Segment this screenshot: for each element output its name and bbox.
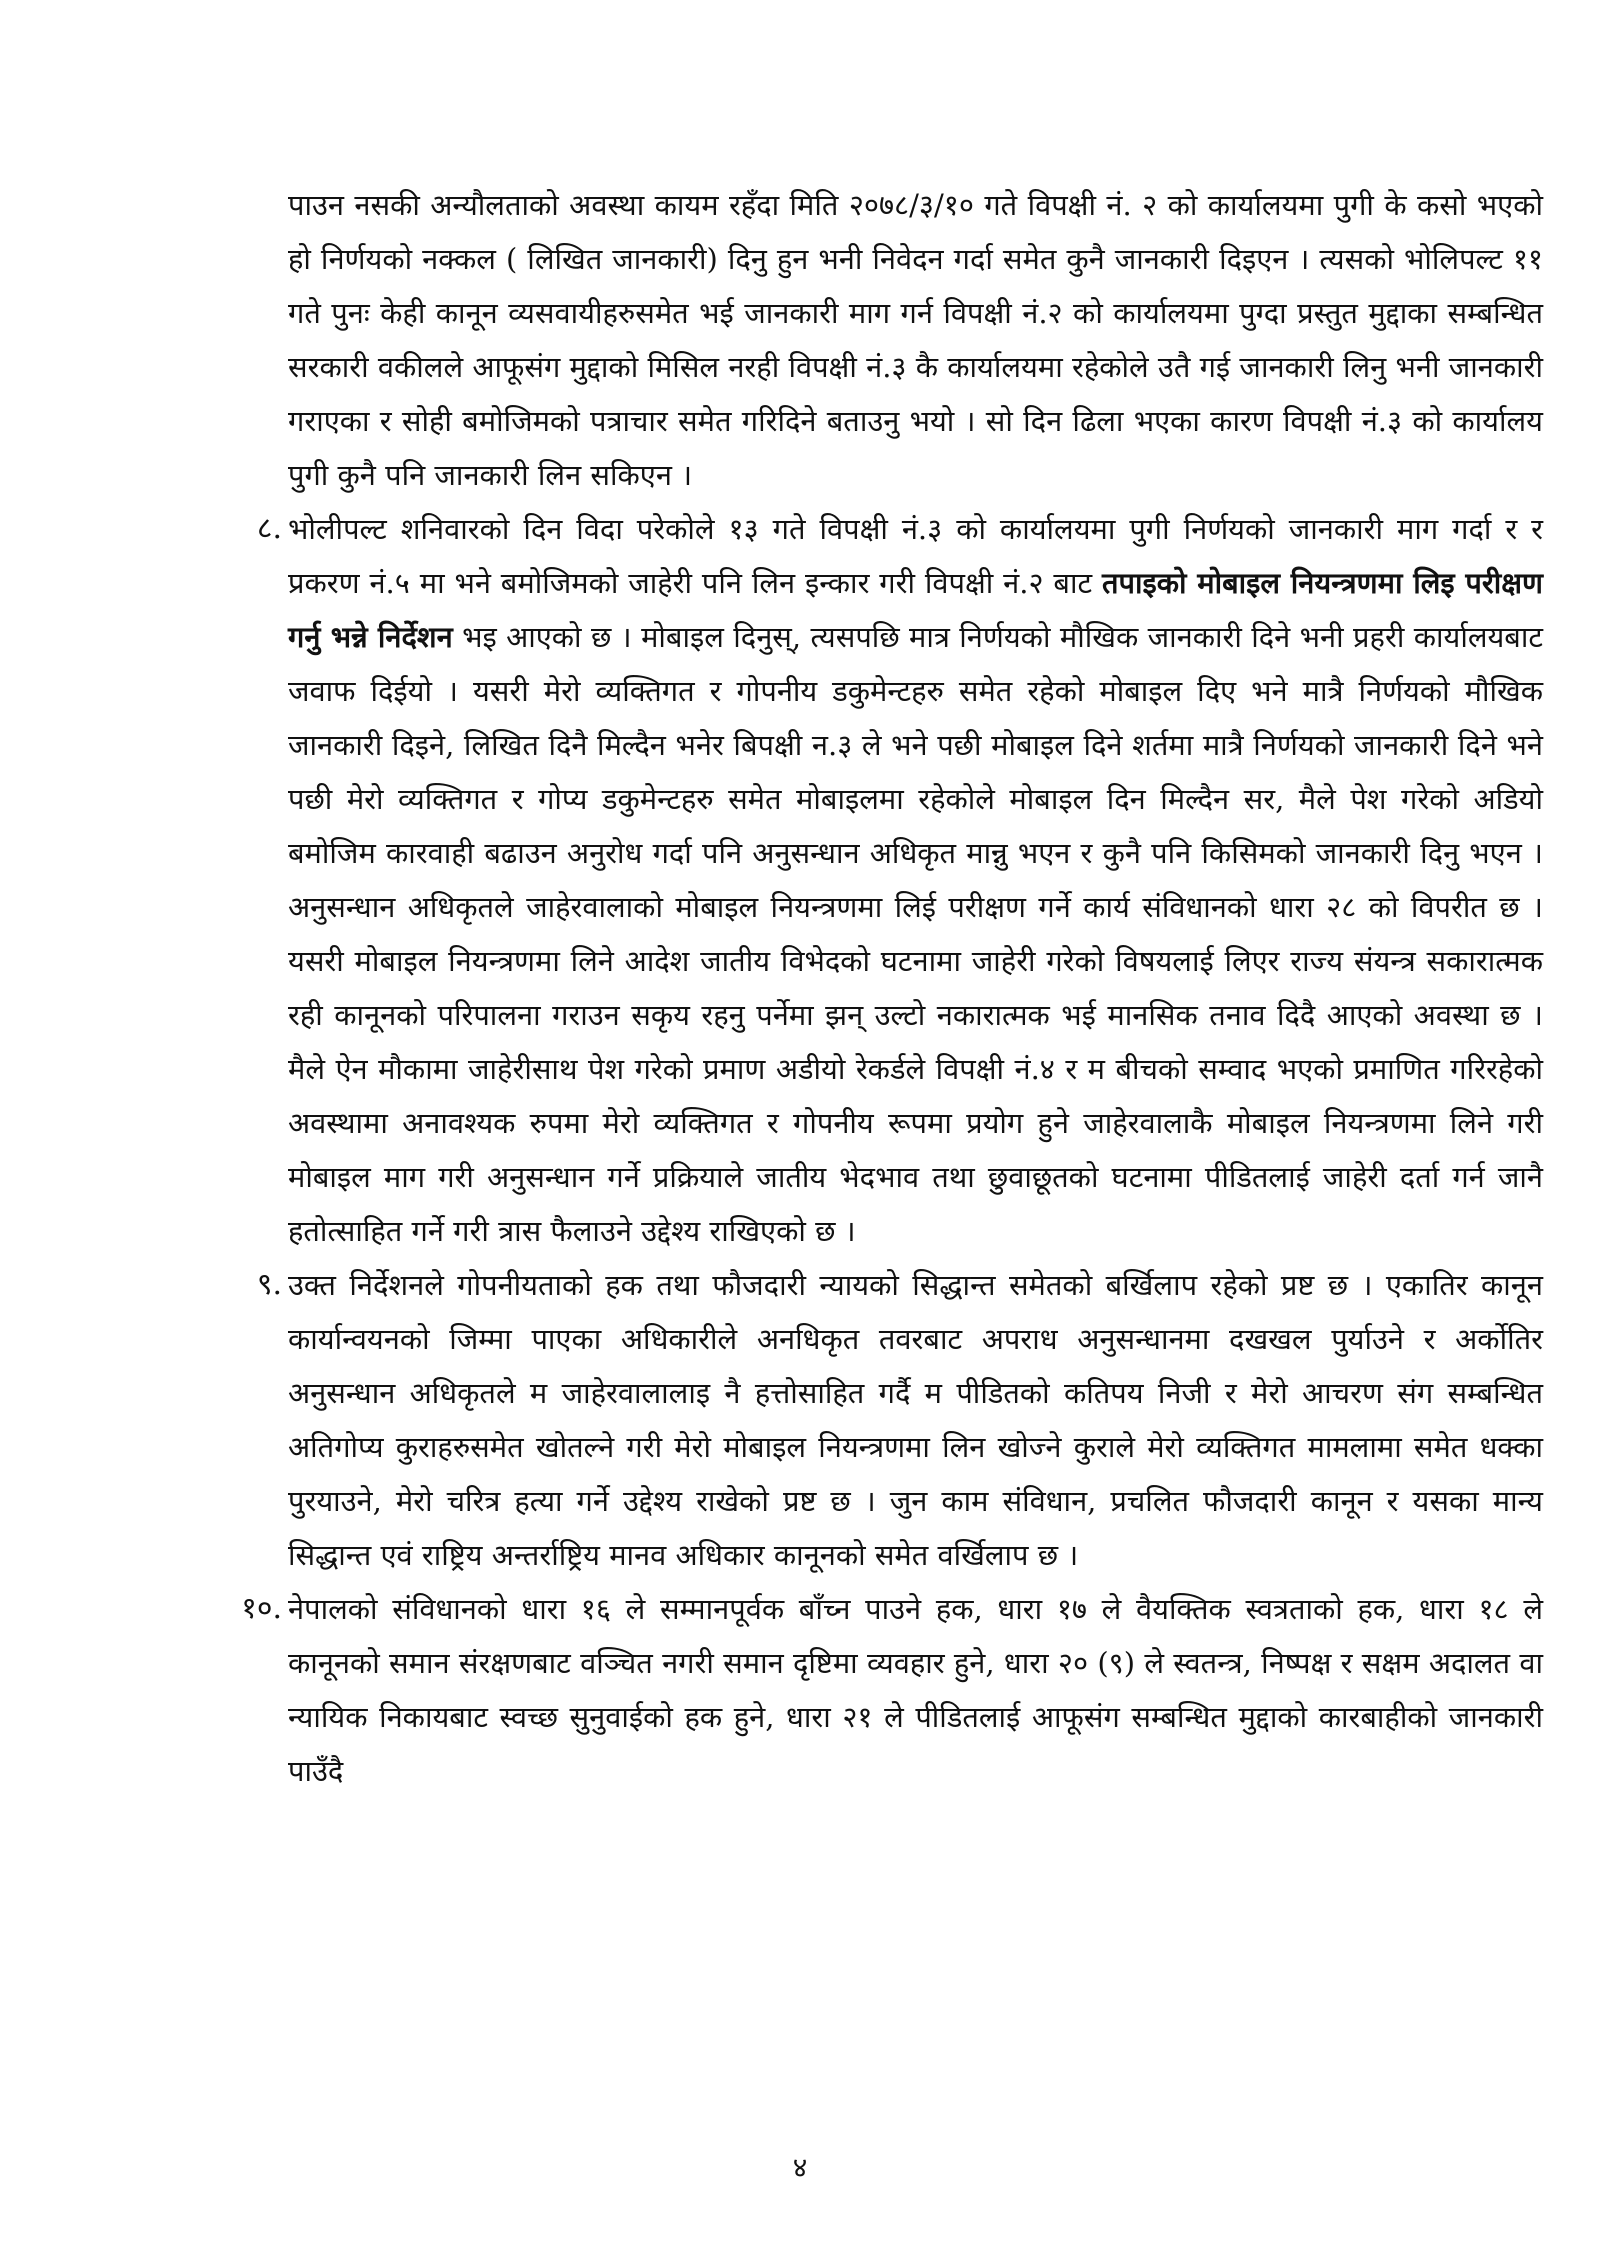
list-item-9: [256, 1258, 1543, 1582]
emphasized-directive: तपाइको मोबाइल नियन्त्रणमा लिइ परीक्षण गर्नु भन्ने निर्देशन: [288, 566, 1543, 654]
page-number: ४: [792, 2151, 808, 2184]
item-text-part: भइ आएको छ । मोबाइल दिनुस्, त्यसपछि मात्र निर्णयको मौखिक जानकारी दिने भनी प्रहरी कार्यालयबाट जवाफ दिईयो । यसरी मेरो व्यक्तिगत र गोपनीय डकुमेन्टहरु समेत रहेको मोबाइल दिए भने मात्रै निर्णयको मौखिक जानकारी दिइने, लिखित दिनै मिल्दैन भनेर बिपक्षी न.३ ले भने पछी मोबाइल दिने शर्तमा मात्रै निर्णयको जानकारी दिने भने पछी मेरो व्यक्तिगत र गोप्य डकुमेन्टहरु समेत मोबाइलमा रहेकोले मोबाइल दिन मिल्दैन सर, मैले पेश गरेको अडियो बमोजिम कारवाही बढाउन अनुरोध गर्दा पनि अनुसन्धान अधिकृत मान्नु भएन र कुनै पनि किसिमको जानकारी दिनु भएन । अनुसन्धान अधिकृतले जाहेरवालाको मोबाइल नियन्त्रणमा लिई परीक्षण गर्ने कार्य संविधानको धारा २८ को विपरीत छ । यसरी मोबाइल नियन्त्रणमा लिने आदेश जातीय विभेदको घटनामा जाहेरी गरेको विषयलाई लिएर राज्य संयन्त्र सकारात्मक रही कानूनको परिपालना गराउन सकृय रहनु पर्नेमा झन् उल्टो नकारात्मक भई मानसिक तनाव दिदै आएको अवस्था छ । मैले ऐन मौकामा जाहेरीसाथ पेश गरेको प्रमाण अडीयो रेकर्डले विपक्षी नं.४ र म बीचको सम्वाद भएको प्रमाणित गरिरहेको अवस्थामा अनावश्यक रुपमा मेरो व्यक्तिगत र गोपनीय रूपमा प्रयोग हुने जाहेरवालाकै मोबाइल नियन्त्रणमा लिने गरी मोबाइल माग गरी अनुसन्धान गर्ने प्रक्रियाले जातीय भेदभाव तथा छुवाछूतको घटनामा पीडितलाई जाहेरी दर्ता गर्न जानै हतोत्साहित गर्ने गरी त्रास फैलाउने उद्देश्य राखिएको छ ।: [288, 620, 1543, 1248]
item-text: नेपालको संविधानको धारा १६ ले सम्मानपूर्वक बाँच्न पाउने हक, धारा १७ ले वैयक्तिक स्वत्रताको हक, धारा १८ ले कानूनको समान संरक्षणबाट वञ्चित नगरी समान दृष्टिमा व्यवहार हुने, धारा २० (९) ले स्वतन्त्र, निष्पक्ष र सक्षम अदालत वा न्यायिक निकायबाट स्वच्छ सुनुवाईको हक हुने, धारा २१ ले पीडितलाई आफूसंग सम्बन्धित मुद्दाको कारबाहीको जानकारी पाउँदै: [288, 1592, 1543, 1788]
item-text: [288, 502, 1543, 1258]
intro-paragraph: पाउन नसकी अन्यौलताको अवस्था कायम रहँदा मिति २०७८/३/१० गते विपक्षी नं. २ को कार्यालयमा पुगी के कसो भएको हो निर्णयको नक्कल ( लिखित जानकारी) दिनु हुन भनी निवेदन गर्दा समेत कुनै जानकारी दिइएन । त्यसको भोलिपल्ट ११ गते पुनः केही कानून व्यसवायीहरुसमेत भई जानकारी माग गर्न विपक्षी नं.२ को कार्यालयमा पुग्दा प्रस्तुत मुद्दाका सम्बन्धित सरकारी वकीलले आफूसंग मुद्दाको मिसिल नरही विपक्षी नं.३ कै कार्यालयमा रहेकोले उतै गई जानकारी लिनु भनी जानकारी गराएका र सोही बमोजिमको पत्राचार समेत गरिदिने बताउनु भयो । सो दिन ढिला भएका कारण विपक्षी नं.३ को कार्यालय पुगी कुनै पनि जानकारी लिन सकिएन ।: [288, 188, 1543, 492]
item-number: ८.: [256, 511, 282, 546]
list-item-10: [241, 1582, 1543, 1798]
list-item-8: [256, 502, 1543, 1258]
item-number: १०.: [241, 1591, 282, 1626]
document-body: [241, 178, 1543, 1798]
item-text-part: भोलीपल्ट शनिवारको दिन विदा परेकोले १३ गते विपक्षी नं.३ को कार्यालयमा पुगी निर्णयको जानकारी माग गर्दा र र प्रकरण नं.५ मा भने बमोजिमको जाहेरी पनि लिन इन्कार गरी विपक्षी नं.२ बाट: [288, 512, 1543, 600]
item-text: उक्त निर्देशनले गोपनीयताको हक तथा फौजदारी न्यायको सिद्धान्त समेतको बर्खिलाप रहेको प्रष्ट छ । एकातिर कानून कार्यान्वयनको जिम्मा पाएका अधिकारीले अनधिकृत तवरबाट अपराध अनुसन्धानमा दखखल पुर्याउने र अर्कोतिर अनुसन्धान अधिकृतले म जाहेरवालालाइ नै हत्तोसाहित गर्दै म पीडितको कतिपय निजी र मेरो आचरण संग सम्बन्धित अतिगोप्य कुराहरुसमेत खोतल्ने गरी मेरो मोबाइल नियन्त्रणमा लिन खोज्ने कुराले मेरो व्यक्तिगत मामलामा समेत धक्का पुरयाउने, मेरो चरित्र हत्या गर्ने उद्देश्य राखेको प्रष्ट छ । जुन काम संविधान, प्रचलित फौजदारी कानून र यसका मान्य सिद्धान्त एवं राष्ट्रिय अन्तर्राष्ट्रिय मानव अधिकार कानूनको समेत वर्खिलाप छ ।: [288, 1268, 1543, 1572]
item-number: ९.: [256, 1267, 282, 1302]
